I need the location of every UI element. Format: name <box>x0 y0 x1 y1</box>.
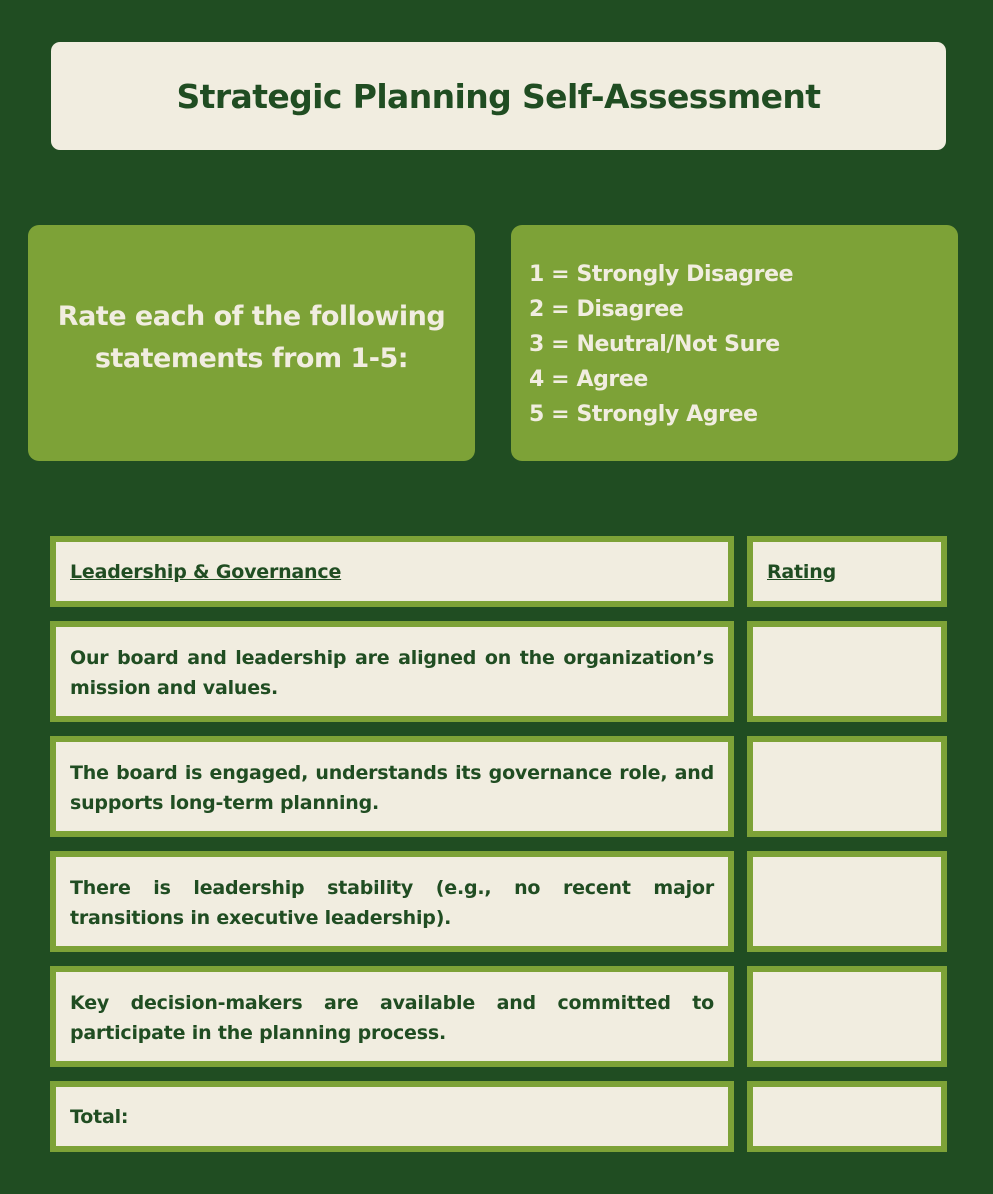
statement-cell <box>50 966 734 1067</box>
total-input[interactable] <box>747 1081 947 1152</box>
scale-item: 4 = Agree <box>529 367 648 392</box>
statement-cell <box>50 621 734 722</box>
instructions-text: Rate each of the following statements from 1-5: <box>57 301 446 374</box>
scale-item: 5 = Strongly Agree <box>529 402 758 427</box>
section-header-cell <box>50 536 734 607</box>
instructions-card <box>28 225 475 461</box>
rating-input[interactable] <box>747 966 947 1067</box>
scale-item: 1 = Strongly Disagree <box>529 262 794 287</box>
rating-header-cell <box>747 536 947 607</box>
rating-input[interactable] <box>747 851 947 952</box>
section-header: Leadership & Governance <box>70 561 342 583</box>
total-label: Total: <box>70 1106 129 1128</box>
statement-text: The board is engaged, understands its governance role, and supports long-term planning. <box>70 762 714 814</box>
statement-cell <box>50 851 734 952</box>
scale-item: 2 = Disagree <box>529 297 684 322</box>
page-title: Strategic Planning Self-Assessment <box>176 76 821 116</box>
rating-header: Rating <box>767 561 836 583</box>
statement-text: Our board and leadership are aligned on the organization’s mission and values. <box>70 647 714 699</box>
rating-input[interactable] <box>747 736 947 837</box>
scale-item: 3 = Neutral/Not Sure <box>529 332 780 357</box>
rating-scale-card <box>511 225 958 461</box>
statement-cell <box>50 736 734 837</box>
rating-scale-list <box>511 225 958 432</box>
total-label-cell <box>50 1081 734 1152</box>
title-banner <box>51 42 946 150</box>
statement-text: There is leadership stability (e.g., no recent major transitions in executive leadership). <box>70 877 714 929</box>
statement-text: Key decision-makers are available and committed to participate in the planning process. <box>70 992 714 1044</box>
rating-input[interactable] <box>747 621 947 722</box>
